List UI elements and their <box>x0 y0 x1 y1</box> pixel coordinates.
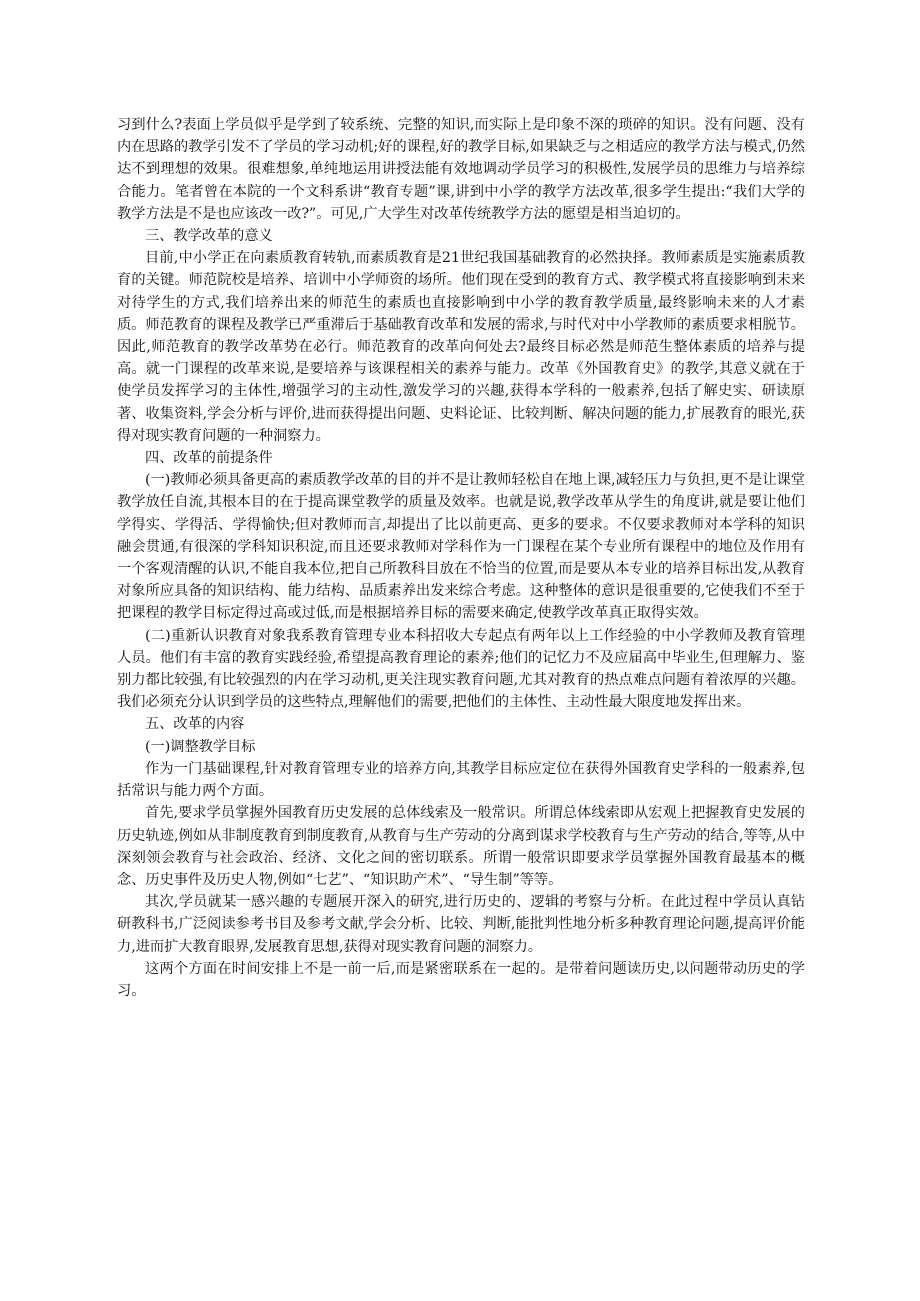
paragraph-second-requirement: 其次,学员就某一感兴趣的专题展开深入的研究,进行历史的、逻辑的考察与分析。在此过程中学员认真钻研教科书,广泛阅读参考书目及参考文献,学会分析、比较、判断,能批判性地分析多种教育理论问题,提高评价能力,进而扩大教育眼界,发展教育思想,获得对现实教育问题的洞察力。 <box>117 894 805 955</box>
paragraph-goal-definition: 作为一门基础课程,针对教育管理专业的培养方向,其教学目标应定位在获得外国教育史学科的一般素养,包括常识与能力两个方面。 <box>117 760 805 800</box>
section-heading-significance: 三、教学改革的意义 <box>145 228 273 245</box>
paragraph-conclusion: 这两个方面在时间安排上不是一前一后,而是紧密联系在一起的。是带着问题读历史,以问题带动历史的学习。 <box>117 960 805 999</box>
paragraph-teacher-quality: (一)教师必须具备更高的素质教学改革的目的并不是让教师轻松自在地上课,减轻压力与负担,更不是让课堂教学放任自流,其根本目的在于提高课堂教学的质量及效率。也就是说,教学改革从学生的角度讲,就是要让他们学得实、学得活、学得愉快;但对教师而言,却提出了比以前更高、更多的要求。不仅要求教师对本学科的知识融会贯通,有很深的学科知识积淀,而且还要求教师对学科作为一门课程在某个专业所有课程中的地位及作用有一个客观清醒的认识,不能自我本位,把自己所教科目放在不恰当的位置,而是要从本专业的培养目标出发,从教育对象所应具备的知识结构、能力结构、品质素养出发来综合考虑。这种整体的意识是很重要的,它使我们不至于把课程的教学目标定得过高或过低,而是根据培养目标的需要来确定,使教学改革真正取得实效。 <box>117 472 805 622</box>
section-heading-preconditions: 四、改革的前提条件 <box>145 450 273 467</box>
document-page <box>117 114 805 1002</box>
paragraph-significance: 目前,中小学正在向素质教育转轨,而素质教育是21世纪我国基础教育的必然抉择。教师素质是实施素质教育的关键。师范院校是培养、培训中小学师资的场所。他们现在受到的教育方式、教学模式将直接影响到未来对待学生的方式,我们培养出来的师范生的素质也直接影响到中小学的教育教学质量,最终影响未来的人才素质。师范教育的课程及教学已严重滞后于基础教育改革和发展的需求,与时代对中小学教师的素质要求相脱节。因此,师范教育的教学改革势在必行。师范教育的改革向何处去?最终目标必然是师范生整体素质的培养与提高。就一门课程的改革来说,是要培养与该课程相关的素养与能力。改革《外国教育史》的教学,其意义就在于使学员发挥学习的主体性,增强学习的主动性,激发学习的兴趣,获得本学科的一般素养,包括了解史实、研读原著、收集资料,学会分析与评价,进而获得提出问题、史料论证、比较判断、解决问题的能力,扩展教育的眼光,获得对现实教育问题的一种洞察力。 <box>117 250 805 444</box>
section-heading-content: 五、改革的内容 <box>145 716 245 733</box>
paragraph-continuation: 习到什么?表面上学员似乎是学到了较系统、完整的知识,而实际上是印象不深的琐碎的知识。没有问题、没有内在思路的教学引发不了学员的学习动机;好的课程,好的教学目标,如果缺乏与之相适应的教学方法与模式,仍然达不到理想的效果。很难想象,单纯地运用讲授法能有效地调动学员学习的积极性,发展学员的思维力与培养综合能力。笔者曾在本院的一个文科系讲“教育专题”课,讲到中小学的教学方法改革,很多学生提出:“我们大学的教学方法是不是也应该改一改?”。可见,广大学生对改革传统教学方法的愿望是相当迫切的。 <box>117 117 805 222</box>
paragraph-education-object: (二)重新认识教育对象我系教育管理专业本科招收大专起点有两年以上工作经验的中小学教师及教育管理人员。他们有丰富的教育实践经验,希望提高教育理论的素养;他们的记忆力不及应届高中毕业生,但理解力、鉴别力都比较强,有比较强烈的内在学习动机,更关注现实教育问题,尤其对教育的热点难点问题有着浓厚的兴趣。我们必须充分认识到学员的这些特点,理解他们的需要,把他们的主体性、主动性最大限度地发挥出来。 <box>117 627 805 711</box>
paragraph-first-requirement: 首先,要求学员掌握外国教育历史发展的总体线索及一般常识。所谓总体线索即从宏观上把握教育史发展的历史轨迹,例如从非制度教育到制度教育,从教育与生产劳动的分离到谋求学校教育与生产劳动的结合,等等,从中深刻领会教育与社会政治、经济、文化之间的密切联系。所谓一般常识即要求学员掌握外国教育最基本的概念、历史事件及历史人物,例如“七艺”、“知识助产术”、“导生制”等等。 <box>117 805 805 888</box>
subsection-heading-goals: (一)调整教学目标 <box>145 738 256 755</box>
